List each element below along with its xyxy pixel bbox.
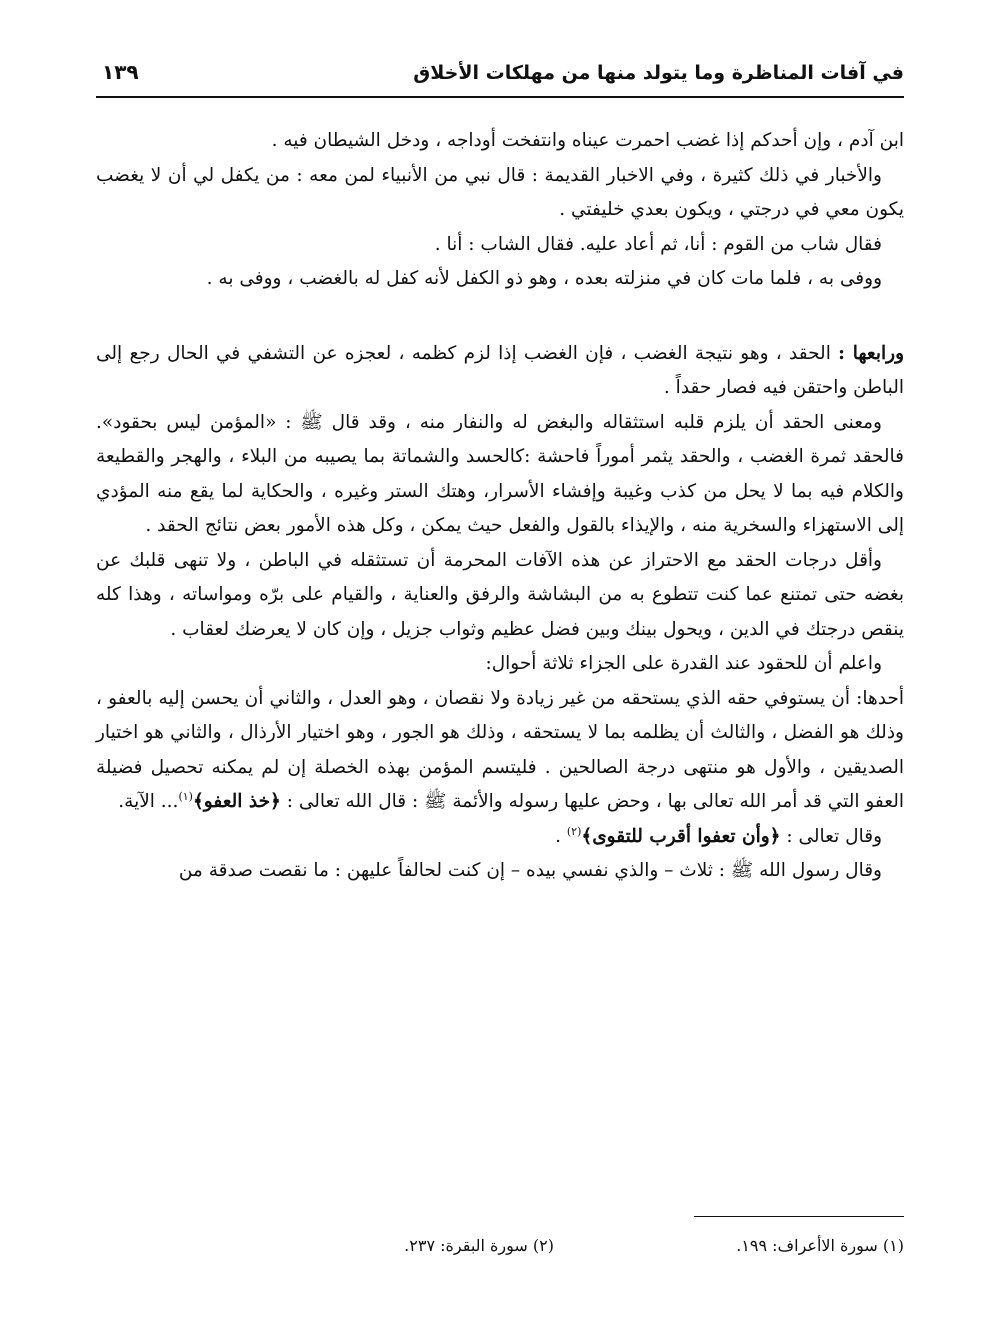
paragraph-10-text-a: وقال تعالى : xyxy=(780,825,882,847)
paragraph-10-text-b: . xyxy=(555,825,567,847)
footnote-ref-1[interactable]: (١) xyxy=(178,789,193,803)
paragraph-4: ووفى به ، فلما مات كان في منزلته بعده ، وهو ذو الكفل لأنه كفل له بالغضب ، ووفى به . xyxy=(206,268,882,289)
paragraph-5 xyxy=(96,337,904,406)
paragraph-5-text: الحقد ، وهو نتيجة الغضب ، فإن الغضب إذا لزم كظمه ، لعجزه عن التشفي في الحال رجع إلى الباطن واحتقن فيه فصار حقداً . xyxy=(96,342,904,398)
book-page xyxy=(96,52,904,1292)
footnote-1: (١) سورة الاأعراف: ١٩٩. xyxy=(736,1236,904,1255)
paragraph-7: وأقل درجات الحقد مع الاحتراز عن هذه الآفات المحرمة أن تستثقله في الباطن ، ولا تنهى قلبك عن بغضه حتى تمتنع عما كنت تتطوع به من البشاشة والرفق والعناية ، والقيام على برّه ومواساته ، وهذا كله ينقص درجتك في الدين ، ويحول بينك وبين فضل عظيم وثواب جزيل ، وإن كان لا يعرضك لعقاب . xyxy=(96,549,904,640)
paragraph-6: ومعنى الحقد أن يلزم قلبه استثقاله والبغض له والنفار منه ، وقد قال ﷺ : «المؤمن ليس بحقود». فالحقد ثمرة الغضب ، والحقد يثمر أموراً فاحشة :كالحسد والشماتة بما يصيبه من البلاء ، والهجر والقطيعة والكلام فيه بما لا يحل من كذب وغيبة وإفشاء الأسرار، وهتك الستر وغيره ، والحكاية لما يقع منه المؤدي إلى الاستهزاء والسخرية منه ، والإيذاء بالقول والفعل حيث يمكن ، وكل هذه الأمور بعض نتائج الحقد . xyxy=(96,411,904,536)
quran-verse-1: ﴿خذ العفو﴾ xyxy=(192,791,281,812)
section-lead: ورابعها : xyxy=(838,342,905,364)
paragraph-3: فقال شاب من القوم : أنا، ثم أعاد عليه. فقال الشاب : أنا . xyxy=(434,233,882,255)
footnote-ref-2[interactable]: (٢) xyxy=(566,824,582,838)
paragraph-1: ابن آدم ، وإن أحدكم إذا غضب احمرت عيناه وانتفخت أوداجه ، ودخل الشيطان فيه . xyxy=(271,130,904,151)
footnote-divider xyxy=(694,1216,904,1217)
footnote-2: (٢) سورة البقرة: ٢٣٧. xyxy=(404,1236,554,1255)
paragraph-9 xyxy=(96,682,904,820)
paragraph-10 xyxy=(96,820,904,855)
paragraph-11: وقال رسول الله ﷺ : ثلاث – والذي نفسي بيده – إن كنت لحالفاً عليهن : ما نقصت صدقة من xyxy=(178,860,882,881)
running-title: في آفات المناظرة وما يتولد منها من مهلكات الأخلاق xyxy=(413,62,904,84)
paragraph-9-text-b: ... الآية. xyxy=(118,791,179,812)
body-text xyxy=(96,124,904,889)
page-header xyxy=(96,52,904,98)
page-number: ١٣٩ xyxy=(102,60,139,84)
paragraph-9-text-a: أحدها: أن يستوفي حقه الذي يستحقه من غير زيادة ولا نقصان ، وهو العدل ، والثاني أن يحسن إليه بالعفو ، وذلك هو الفضل ، والثالث أن يظلمه بما لا يستحقه ، وذلك هو الجور ، وهو اختيار الأرذال ، والثاني هو اختيار الصديقين ، والأول هو منتهى درجة الصالحين . فليتسم المؤمن بهذه الخصلة إن لم يمكنه تحصيل فضيلة العفو التي قد أمر الله تعالى بها ، وحض عليها رسوله والأئمة ﷺ : قال الله تعالى : xyxy=(96,687,904,812)
quran-verse-2: ﴿وأن تعفوا أقرب للتقوى﴾ xyxy=(581,825,781,847)
paragraph-8: واعلم أن للحقود عند القدرة على الجزاء ثلاثة أحوال: xyxy=(485,653,882,674)
paragraph-2: والأخبار في ذلك كثيرة ، وفي الاخبار القديمة : قال نبي من الأنبياء لمن معه : من يكفل لي أن لا يغضب يكون معي في درجتي ، ويكون بعدي خليفتي . xyxy=(96,164,904,220)
